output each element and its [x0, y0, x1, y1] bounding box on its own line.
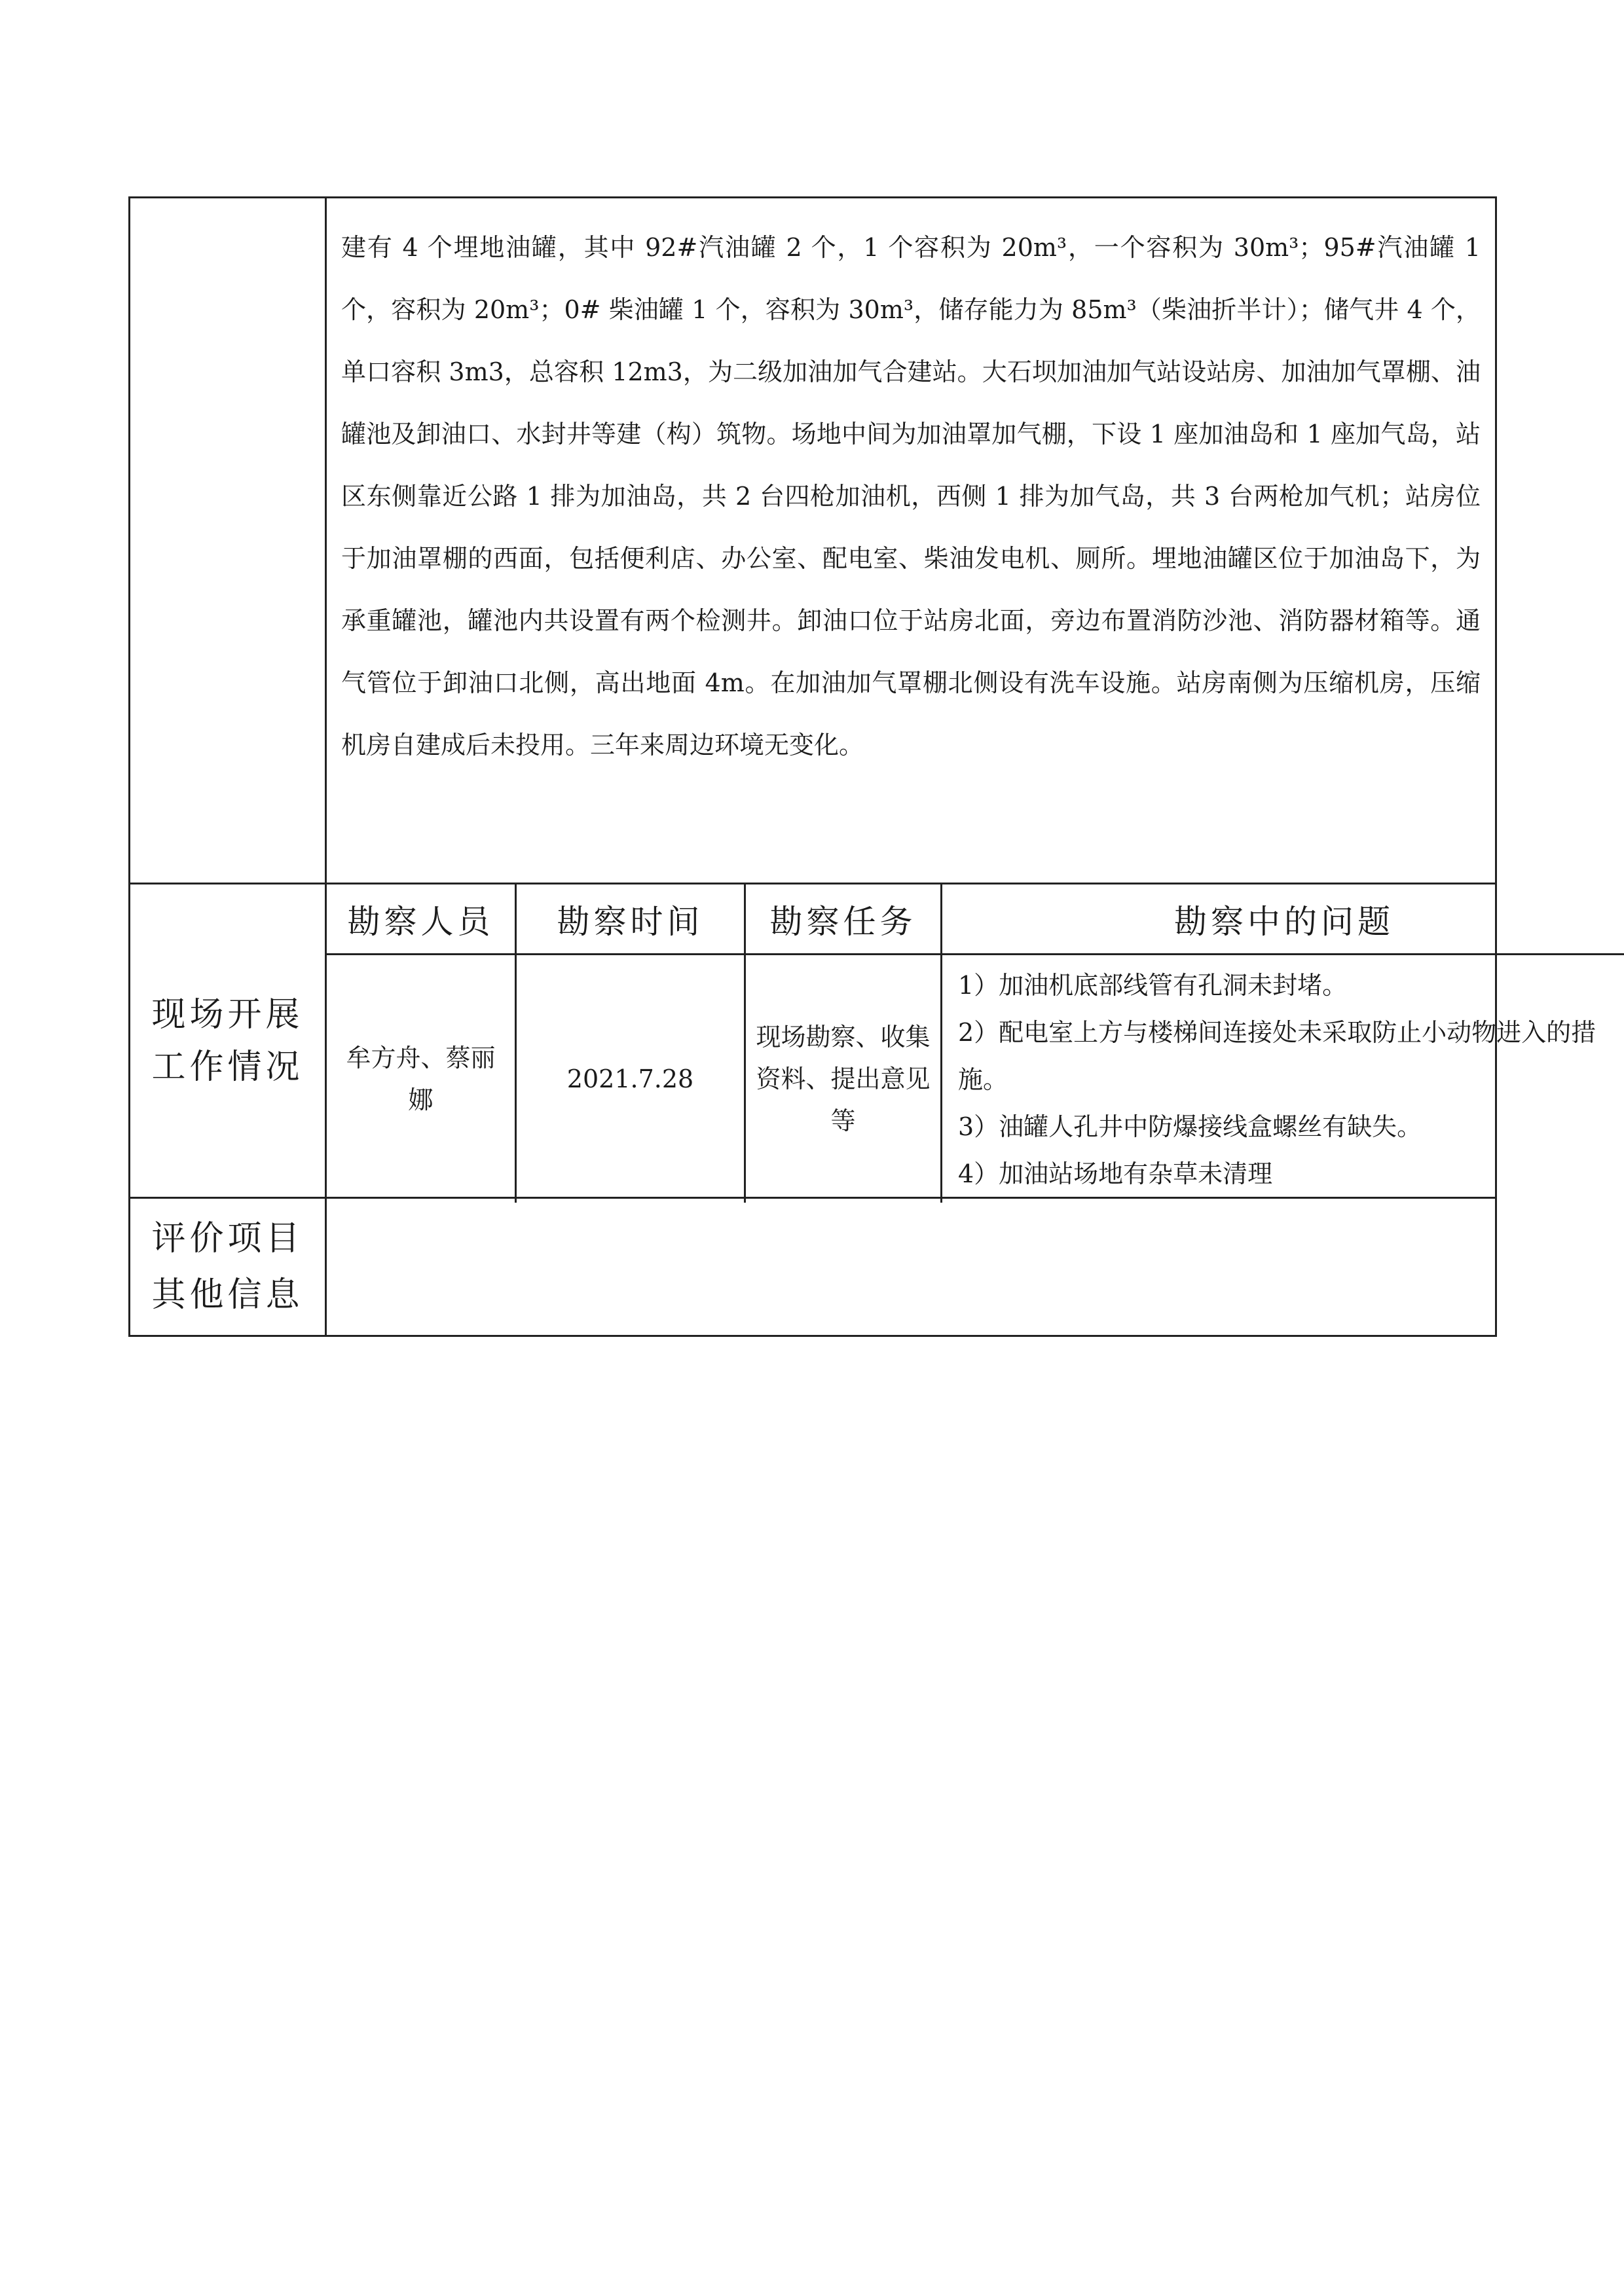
issue-item: 3）油罐人孔井中防爆接线盒螺丝有缺失。	[958, 1112, 1422, 1141]
header-time: 勘察时间	[517, 884, 746, 955]
evaluation-form-table	[128, 196, 1596, 1337]
site-description-label-cell	[130, 198, 327, 883]
survey-time: 2021.7.28	[517, 955, 746, 1203]
header-task: 勘察任务	[746, 884, 942, 955]
site-description-cell	[327, 198, 1495, 883]
other-info-row	[130, 1199, 1495, 1335]
site-description-text	[327, 198, 1495, 883]
survey-grid	[327, 884, 1624, 1197]
header-personnel: 勘察人员	[327, 884, 517, 955]
issue-item: 4）加油站场地有杂草未清理	[958, 1159, 1273, 1188]
site-survey-label-line2: 工作情况	[151, 1047, 304, 1087]
other-info-label	[130, 1199, 327, 1335]
other-info-value	[327, 1199, 1495, 1335]
other-info-label-line1: 评价项目	[151, 1219, 304, 1258]
issues-list	[958, 962, 1615, 1197]
site-description-paragraph: 建有 4 个埋地油罐，其中 92#汽油罐 2 个，1 个容积为 20m³，一个容积为 30m³；95#汽油罐 1 个，容积为 20m³；0# 柴油罐 1 个，容积为 30m³，储存能力为 85m³（柴油折半计）；储气井 4 个，单口容积 3m3，总容积 12m3，为二级加油加气合建站。大石坝加油加气站设站房、加油加气罩棚、油罐池及卸油口、水封井等建（构）筑物。场地中间为加油罩加气棚，下设 1 座加油岛和 1 座加气岛，站区东侧靠近公路 1 排为加油岛，共 2 台四枪加油机，西侧 1 排为加气岛，共 3 台两枪加气机；站房位于加油罩棚的西面，包括便利店、办公室、配电室、柴油发电机、厕所。埋地油罐区位于加油岛下，为承重罐池，罐池内共设置有两个检测井。卸油口位于站房北面，旁边布置消防沙池、消防器材箱等。通气管位于卸油口北侧，高出地面 4m。在加油加气罩棚北侧设有洗车设施。站房南侧为压缩机房，压缩机房自建成后未投用。三年来周边环境无变化。	[341, 233, 1481, 759]
survey-issues	[942, 955, 1624, 1203]
header-issues: 勘察中的问题	[942, 884, 1624, 955]
site-survey-label	[130, 884, 327, 1197]
other-info-label-line2: 其他信息	[151, 1275, 304, 1315]
site-description-row	[130, 198, 1495, 884]
site-survey-row	[130, 884, 1596, 1199]
issue-item: 1）加油机底部线管有孔洞未封堵。	[958, 971, 1348, 1000]
issue-item: 2）配电室上方与楼梯间连接处未采取防止小动物进入的措施。	[958, 1018, 1596, 1094]
survey-personnel: 牟方舟、蔡丽娜	[327, 955, 517, 1203]
site-survey-label-line1: 现场开展	[151, 994, 304, 1034]
survey-task: 现场勘察、收集资料、提出意见等	[746, 955, 942, 1203]
